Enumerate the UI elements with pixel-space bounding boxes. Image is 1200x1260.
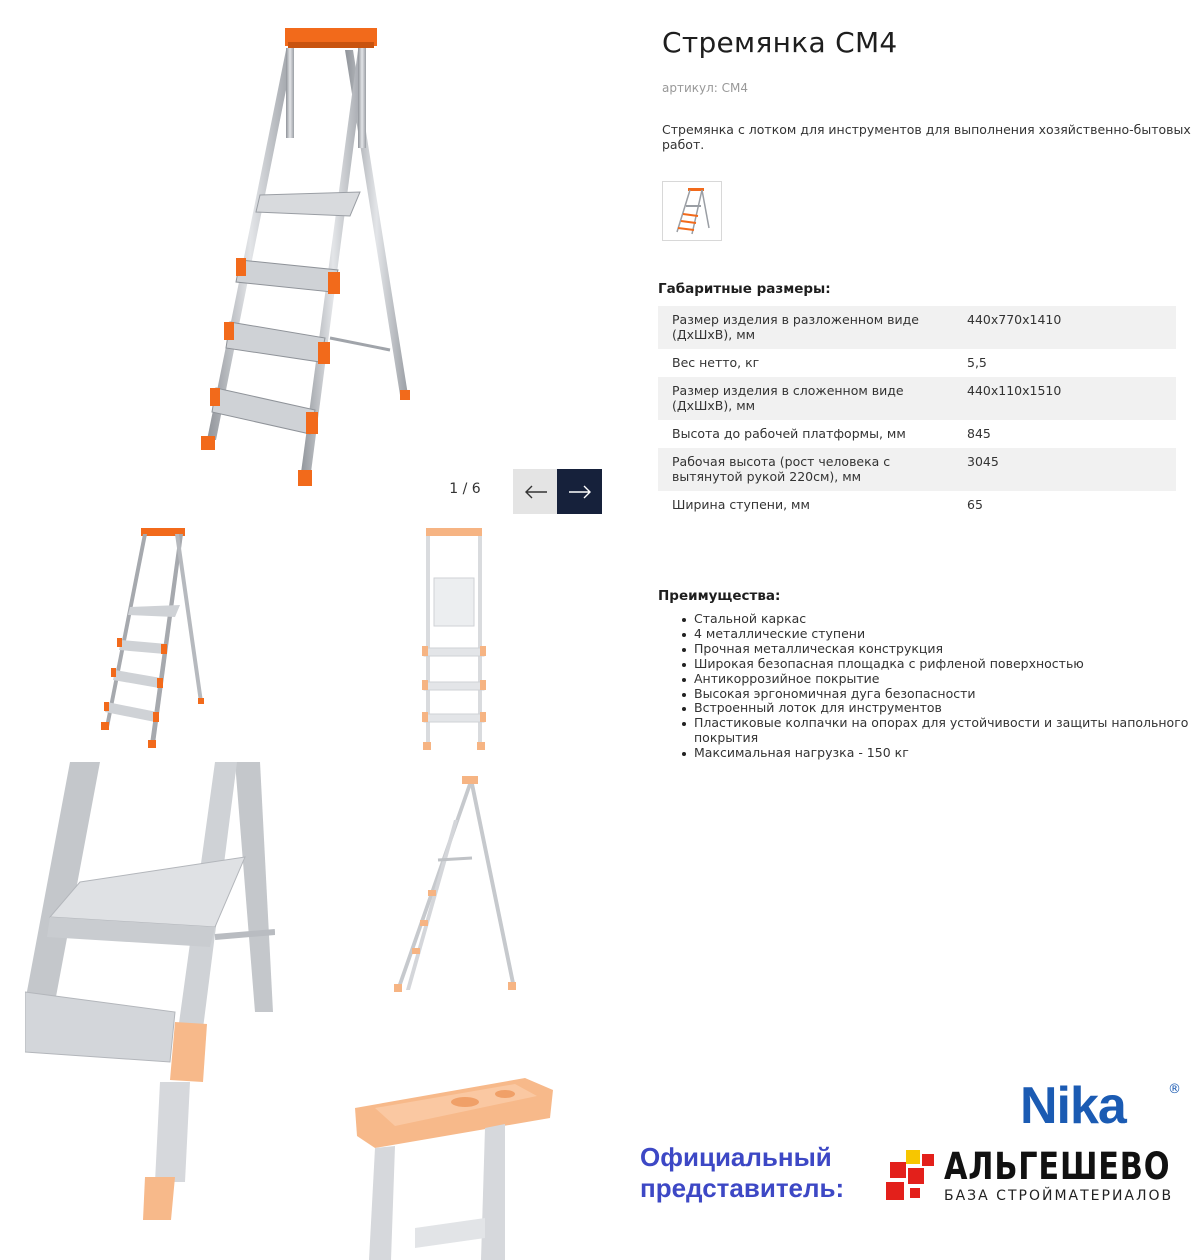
gallery-image-back[interactable]	[410, 522, 500, 752]
main-product-image[interactable]	[190, 20, 430, 490]
nika-logo: Nika	[1020, 1077, 1126, 1135]
spec-row	[658, 448, 1176, 491]
spec-value: 440x110x1510	[953, 377, 1176, 420]
dealer-tagline: БАЗА СТРОЙМАТЕРИАЛОВ	[944, 1188, 1174, 1204]
product-sku: артикул: СМ4	[662, 81, 749, 95]
gallery-image-tray[interactable]	[355, 1068, 555, 1260]
gallery-image-side[interactable]	[390, 770, 520, 1000]
ladder-thumbnail-image	[672, 186, 712, 236]
spec-label: Размер изделия в разложенном виде (ДхШхВ), мм	[658, 306, 953, 349]
advantage-item: Высокая эргономичная дуга безопасности	[694, 687, 1194, 702]
spec-value: 3045	[953, 448, 1176, 491]
gallery-prev-button[interactable]	[513, 469, 558, 514]
spec-row	[658, 491, 1176, 519]
dealer-name: АЛЬГЕШЕВО	[944, 1145, 1171, 1188]
spec-value: 65	[967, 497, 983, 512]
advantage-item: 4 металлические ступени	[694, 627, 1194, 642]
product-title: Стремянка СМ4	[662, 26, 898, 59]
spec-label: Рабочая высота (рост человека с вытянутой рукой 220см), мм	[658, 448, 953, 491]
spec-label: Высота до рабочей платформы, мм	[672, 426, 906, 441]
official-line-1: Официальный	[640, 1142, 832, 1172]
spec-value: 5,5	[967, 355, 987, 370]
arrow-right-icon	[568, 484, 592, 500]
spec-label: Вес нетто, кг	[672, 355, 760, 370]
advantage-item: Максимальная нагрузка - 150 кг	[694, 746, 1194, 761]
spec-label: Ширина ступени, мм	[672, 497, 810, 512]
advantage-item: Пластиковые колпачки на опорах для устойчивости и защиты напольного покрытия	[694, 716, 1194, 746]
spec-row	[658, 306, 1176, 349]
product-description: Стремянка с лотком для инструментов для выполнения хозяйственно-бытовых работ.	[662, 122, 1191, 152]
spec-row	[658, 420, 1176, 448]
gallery-next-button[interactable]	[557, 469, 602, 514]
advantage-item: Прочная металлическая конструкция	[694, 642, 1194, 657]
variant-thumbnail[interactable]	[662, 181, 722, 241]
official-line-2: представитель:	[640, 1173, 845, 1203]
spec-value: 440x770x1410	[953, 306, 1176, 349]
gallery-image-closeup-platform[interactable]	[25, 762, 275, 1222]
advantage-item: Антикоррозийное покрытие	[694, 672, 1194, 687]
dimensions-heading: Габаритные размеры:	[658, 281, 831, 297]
advantage-item: Широкая безопасная площадка с рифленой поверхностью	[694, 657, 1194, 672]
advantage-item: Встроенный лоток для инструментов	[694, 701, 1194, 716]
spec-row	[658, 377, 1176, 420]
spec-label: Размер изделия в сложенном виде (ДхШхВ), мм	[658, 377, 953, 420]
official-representative-label	[640, 1142, 844, 1204]
gallery-counter: 1 / 6	[449, 481, 481, 497]
arrow-left-icon	[524, 484, 548, 500]
advantages-heading: Преимущества:	[658, 588, 781, 604]
gallery-image-front[interactable]	[95, 522, 210, 752]
registered-mark: ®	[1168, 1082, 1181, 1097]
spec-value: 845	[967, 426, 991, 441]
advantage-item: Стальной каркас	[694, 612, 1194, 627]
spec-row	[658, 349, 1176, 377]
algeshevo-logo-icon	[884, 1148, 936, 1202]
advantages-list	[694, 612, 1194, 761]
dimensions-table	[658, 306, 1176, 519]
